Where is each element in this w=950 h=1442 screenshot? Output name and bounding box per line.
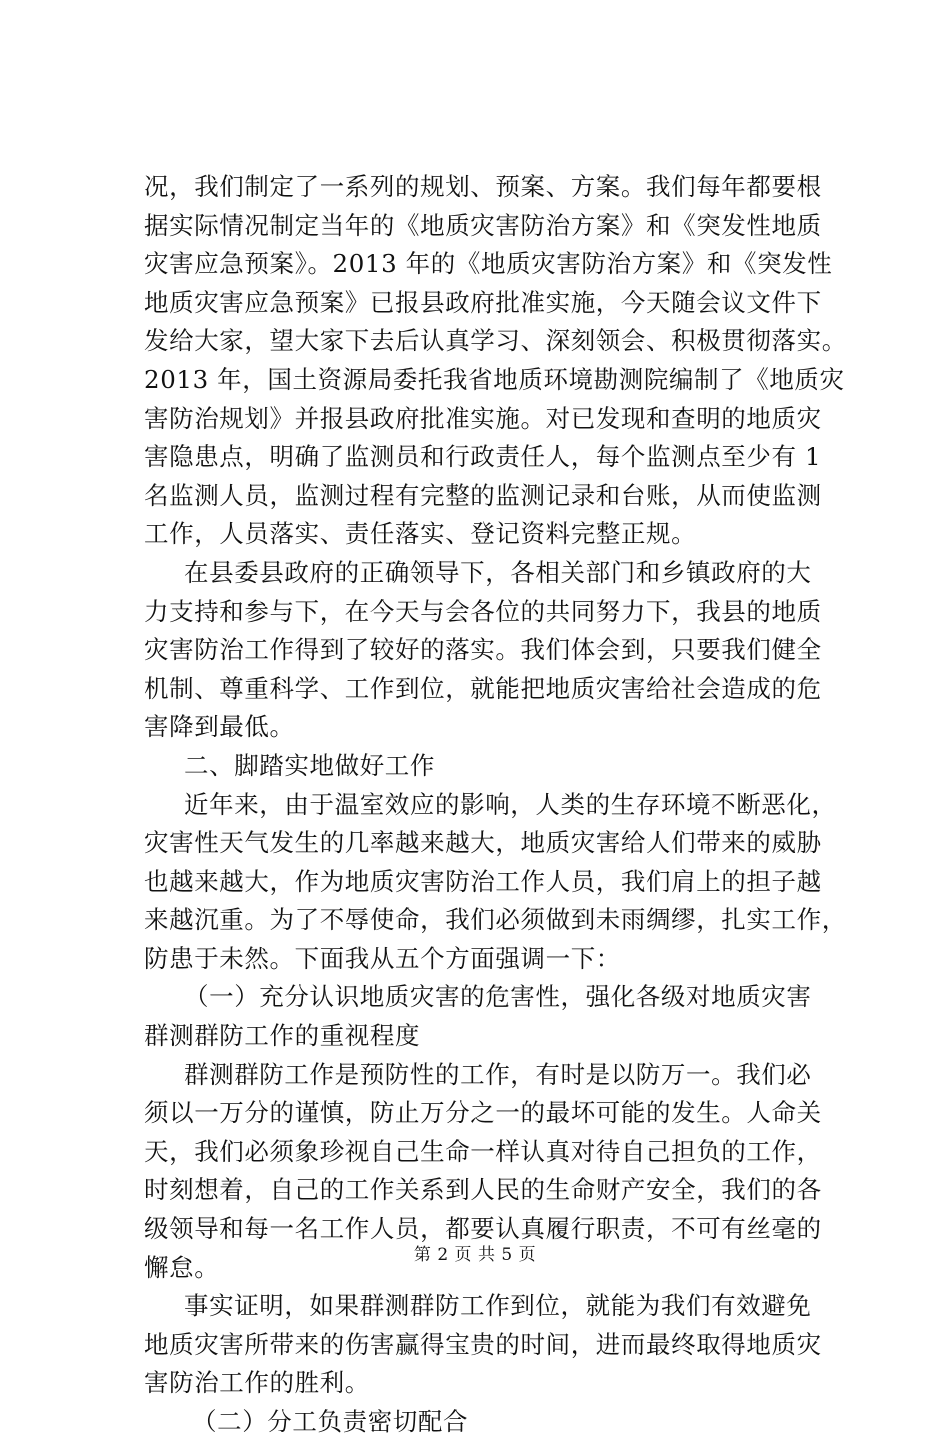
text-line: 灾害性天气发生的几率越来越大，地质灾害给人们带来的威胁 <box>144 828 822 858</box>
text-line: 据实际情况制定当年的《地质灾害防治方案》和《突发性地质 <box>144 210 822 240</box>
paragraph-start-line: 事实证明，如果群测群防工作到位，就能为我们有效避免 <box>184 1291 812 1321</box>
text-line: 懈怠。 <box>144 1252 220 1282</box>
text-line: 也越来越大，作为地质灾害防治工作人员，我们肩上的担子越 <box>144 866 822 896</box>
text-line: 灾害防治工作得到了较好的落实。我们体会到，只要我们健全 <box>144 635 822 665</box>
text-line: 工作，人员落实、责任落实、登记资料完整正规。 <box>144 519 697 549</box>
text-line: 力支持和参与下，在今天与会各位的共同努力下，我县的地质 <box>144 596 822 626</box>
text-line: 害降到最低。 <box>144 712 295 742</box>
text-line: 机制、尊重科学、工作到位，就能把地质灾害给社会造成的危 <box>144 673 822 703</box>
text-line: 害防治工作的胜利。 <box>144 1368 370 1398</box>
paragraph-start-line: 群测群防工作是预防性的工作，有时是以防万一。我们必 <box>184 1059 812 1089</box>
page-number-footer: 第 2 页 共 5 页 <box>413 1245 537 1265</box>
text-line: 名监测人员，监测过程有完整的监测记录和台账，从而使监测 <box>144 480 822 510</box>
text-line: 地质灾害应急预案》已报县政府批准实施，今天随会议文件下 <box>144 287 822 317</box>
text-line: 害防治规划》并报县政府批准实施。对已发现和查明的地质灾 <box>144 403 822 433</box>
text-line: 况，我们制定了一系列的规划、预案、方案。我们每年都要根 <box>144 172 822 201</box>
text-line: 2013 年，国土资源局委托我省地质环境勘测院编制了《地质灾 <box>144 364 845 394</box>
text-line: 防患于未然。下面我从五个方面强调一下： <box>144 943 621 973</box>
subsection-heading: （二）分工负责密切配合 <box>192 1407 469 1436</box>
text-line: 灾害应急预案》。2013 年的《地质灾害防治方案》和《突发性 <box>144 249 833 279</box>
section-heading: 二、脚踏实地做好工作 <box>184 750 435 780</box>
text-line: 地质灾害所带来的伤害赢得宝贵的时间，进而最终取得地质灾 <box>144 1329 822 1359</box>
text-line: 须以一万分的谨慎，防止万分之一的最坏可能的发生。人命关 <box>144 1098 822 1128</box>
text-line: 来越沉重。为了不辱使命，我们必须做到未雨绸缪，扎实工作， <box>144 905 847 935</box>
subsection-heading: （一）充分认识地质灾害的危害性，强化各级对地质灾害 <box>184 982 812 1012</box>
paragraph-start-line: 在县委县政府的正确领导下，各相关部门和乡镇政府的大 <box>184 557 812 587</box>
text-line: 天，我们必须象珍视自己生命一样认真对待自己担负的工作， <box>144 1136 822 1166</box>
paragraph-start-line: 近年来，由于温室效应的影响，人类的生存环境不断恶化， <box>184 789 837 819</box>
text-line: 害隐患点，明确了监测员和行政责任人，每个监测点至少有 1 <box>144 442 822 472</box>
text-line: 时刻想着，自己的工作关系到人民的生命财产安全，我们的各 <box>144 1175 822 1205</box>
text-line: 级领导和每一名工作人员，都要认真履行职责，不可有丝毫的 <box>144 1214 822 1244</box>
text-line: 发给大家，望大家下去后认真学习、深刻领会、积极贯彻落实。 <box>144 326 847 356</box>
subsection-heading-continued: 群测群防工作的重视程度 <box>144 1021 421 1051</box>
